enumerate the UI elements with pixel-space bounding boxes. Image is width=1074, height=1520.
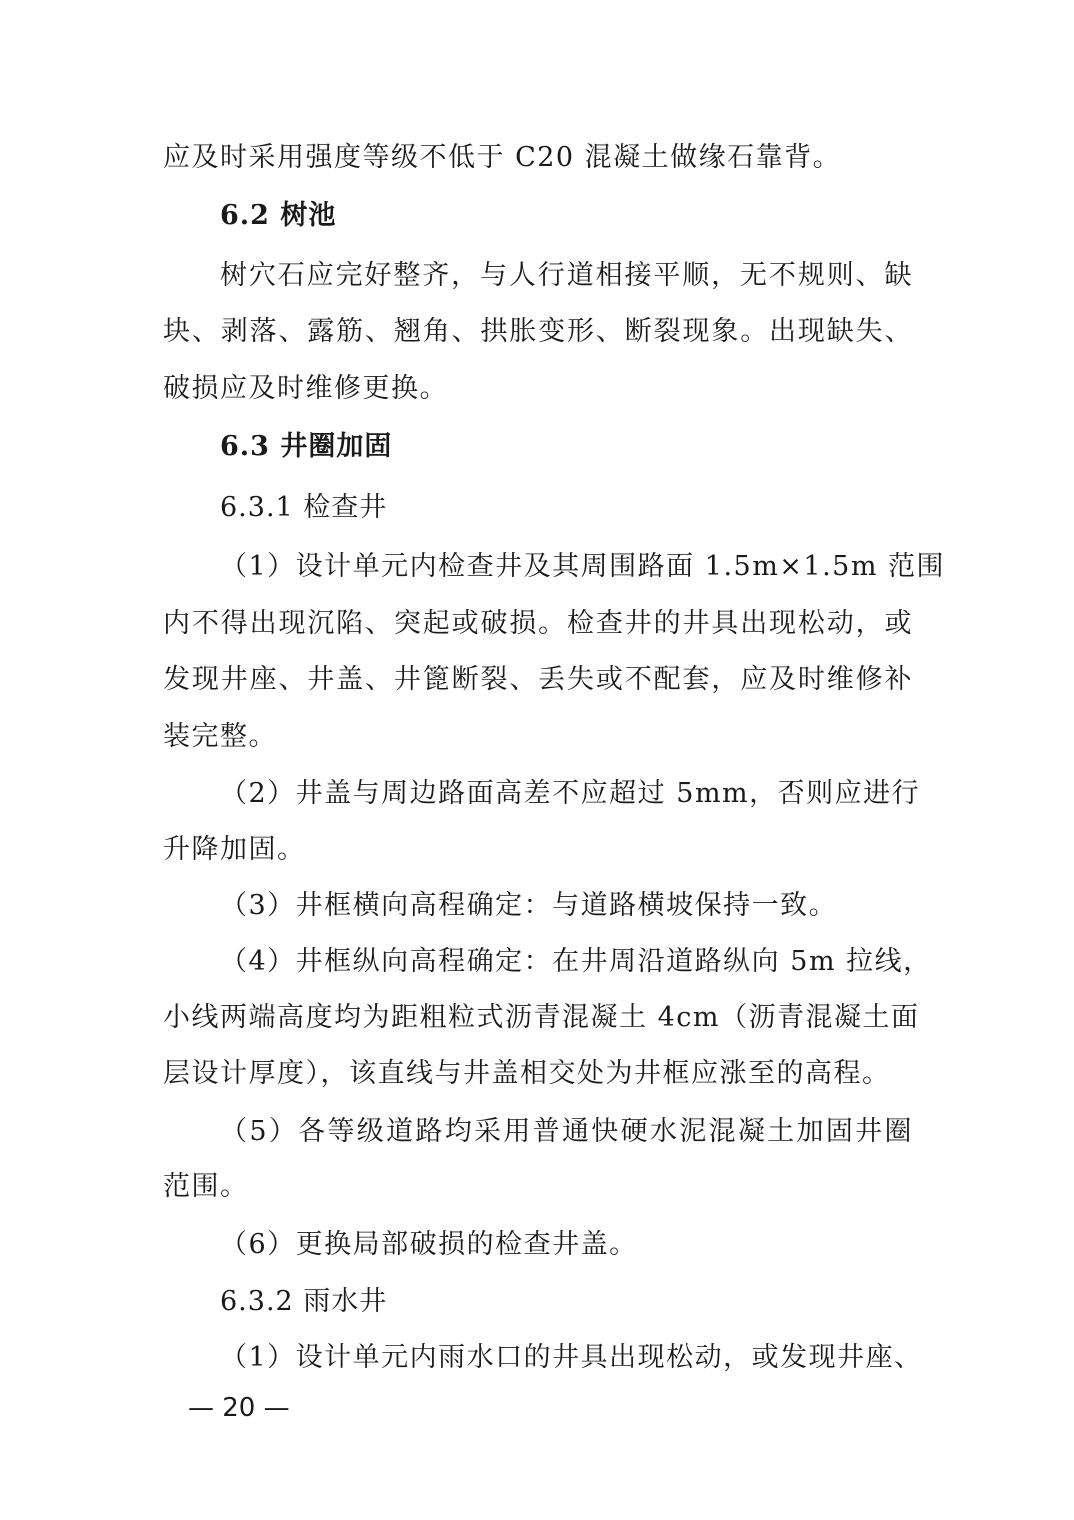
text-line: 发现井座、井盖、井篦断裂、丢失或不配套，应及时维修补 xyxy=(163,664,913,695)
text-line: （5）各等级道路均采用普通快硬水泥混凝土加固井圈 xyxy=(220,1116,913,1147)
text-line: （3）井框横向高程确定：与道路横坡保持一致。 xyxy=(220,890,838,921)
text-line: 破损应及时维修更换。 xyxy=(163,373,448,404)
text-line: （6）更换局部破损的检查井盖。 xyxy=(220,1229,638,1260)
text-line: 层设计厚度），该直线与井盖相交处为井框应涨至的高程。 xyxy=(163,1058,891,1089)
text-line: （4）井框纵向高程确定：在井周沿道路纵向 5m 拉线， xyxy=(220,946,932,977)
text-line: （1）设计单元内雨水口的井具出现松动，或发现井座、 xyxy=(220,1342,923,1373)
subsection-heading-6-3-2: 6.3.2 雨水井 xyxy=(220,1286,388,1317)
subsection-heading-6-3-1: 6.3.1 检查井 xyxy=(220,492,388,523)
text-line: 装完整。 xyxy=(163,721,277,752)
section-heading-6-3: 6.3 井圈加固 xyxy=(220,431,393,462)
text-line: 内不得出现沉陷、突起或破损。检查井的井具出现松动，或 xyxy=(163,608,913,639)
text-line: 小线两端高度均为距粗粒式沥青混凝土 4cm（沥青混凝土面 xyxy=(163,1002,920,1033)
text-line: （2）井盖与周边路面高差不应超过 5mm，否则应进行 xyxy=(220,778,921,809)
page-number: — 20 — xyxy=(188,1393,290,1423)
text-line: 树穴石应完好整齐，与人行道相接平顺，无不规则、缺 xyxy=(220,260,913,291)
text-line: 范围。 xyxy=(163,1171,249,1202)
text-line: （1）设计单元内检查井及其周围路面 1.5m×1.5m 范围 xyxy=(220,551,946,582)
text-line: 块、剥落、露筋、翘角、拱胀变形、断裂现象。出现缺失、 xyxy=(163,316,913,347)
text-line: 应及时采用强度等级不低于 C20 混凝土做缘石靠背。 xyxy=(163,142,842,173)
text-line: 升降加固。 xyxy=(163,834,306,865)
section-heading-6-2: 6.2 树池 xyxy=(220,200,337,231)
